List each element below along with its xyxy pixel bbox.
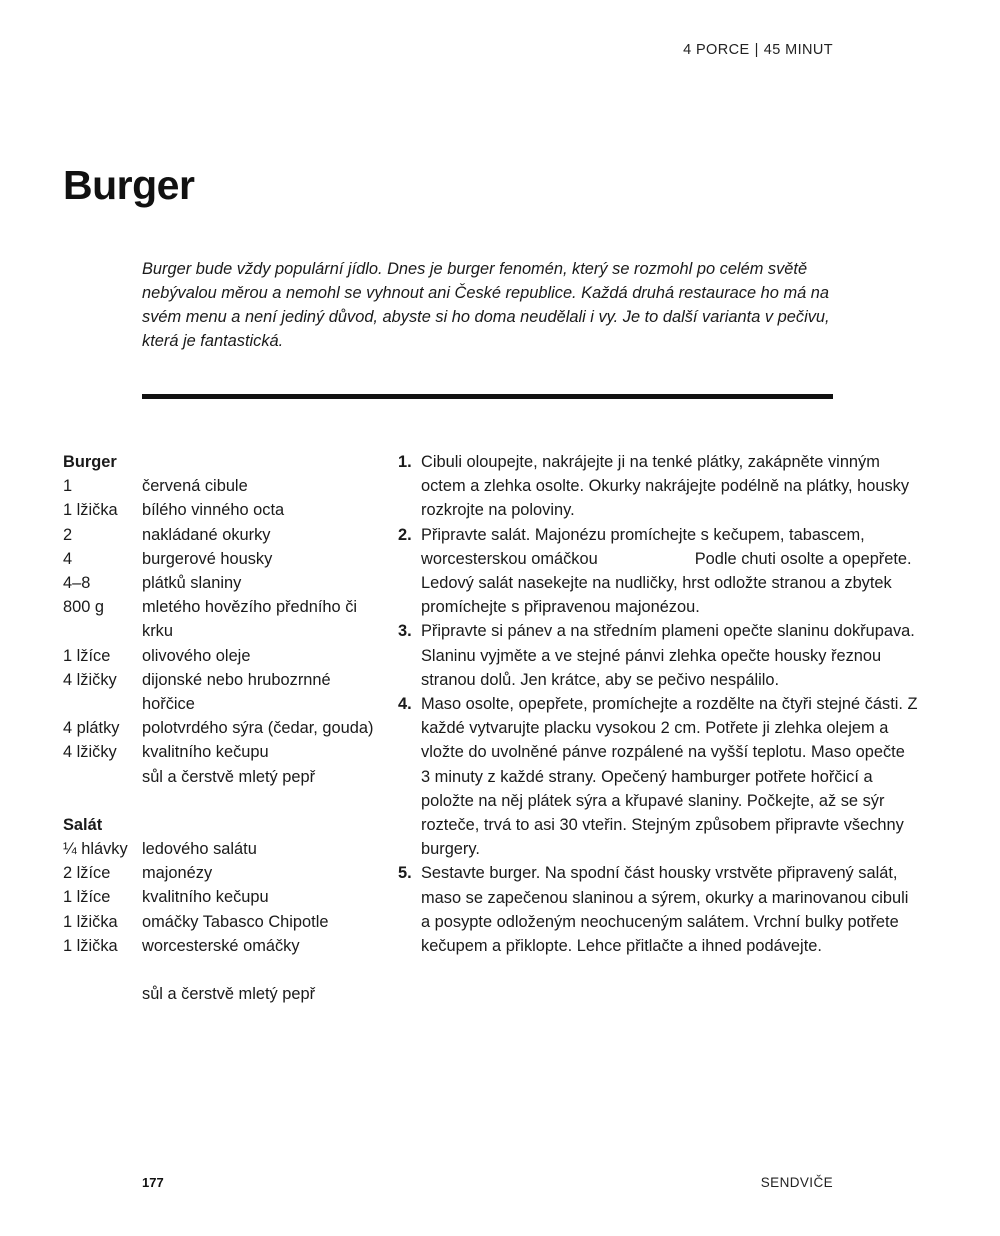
ingredient-row [63, 910, 383, 934]
step-text: Cibuli oloupejte, nakrájejte ji na tenké plátky, zakápněte vinným octem a zlehka osolte. Okurky nakrájejte podélně na plátky, housky rozkrojte na poloviny. [421, 453, 910, 520]
ingredient-qty: ¼ hlávky [63, 840, 128, 859]
ingredient-row [63, 498, 383, 522]
ingredient-name: nakládané okurky [142, 525, 271, 544]
ingredient-name: plátků slaniny [142, 574, 242, 593]
step-number: 5. [398, 864, 412, 883]
section-name: SENDVIČE [760, 1175, 833, 1190]
ingredient-row [63, 668, 383, 716]
ingredient-row [63, 716, 383, 740]
ingredient-name: sůl a čerstvě mletý pepř [142, 985, 316, 1004]
ingredient-row [63, 861, 383, 885]
ingredient-row [63, 885, 383, 909]
ingredient-qty: 1 [63, 477, 73, 496]
salad-ingredient-list [63, 837, 383, 1006]
ingredient-qty: 2 lžíce [63, 864, 111, 883]
ingredient-name: bílého vinného octa [142, 501, 285, 520]
ingredient-row [63, 765, 383, 789]
ingredient-qty: 1 lžíce [63, 646, 111, 665]
list-spacer [63, 958, 383, 982]
section-spacer [63, 789, 383, 813]
ingredient-qty: 4 lžičky [63, 743, 117, 762]
ingredient-qty: 4–8 [63, 574, 91, 593]
ingredient-qty: 1 lžíce [63, 888, 111, 907]
ingredient-name: kvalitního kečupu [142, 888, 269, 907]
ingredients-column [63, 450, 383, 1006]
method-step [398, 861, 918, 958]
ingredient-row [63, 982, 383, 1006]
ingredient-qty: 4 [63, 549, 73, 568]
method-step [398, 619, 918, 692]
divider-rule [142, 394, 833, 399]
ingredient-qty: 1 lžička [63, 936, 118, 955]
ingredient-row [63, 474, 383, 498]
ingredient-row [63, 523, 383, 547]
ingredient-name: sůl a čerstvě mletý pepř [142, 767, 316, 786]
method-steps [398, 450, 918, 958]
recipe-meta [683, 42, 833, 58]
method-step [398, 523, 918, 620]
ingredient-qty: 4 lžičky [63, 670, 117, 689]
ingredient-name: polotvrdého sýra (čedar, gouda) [142, 719, 374, 738]
step-text: Maso osolte, opepřete, promíchejte a rozdělte na čtyři stejné části. Z každé vytvarujte placku vysokou 2 cm. Potřete ji zlehka olejem a vložte do uvolněné pánve rozpálené na vyšší teplotu. Maso opečte 3 minuty z každé strany. Opečený hamburger potřete hořčicí a položte na něj plátek sýra a křupavé slaniny. Počkejte, až se sýr rozteče, trvá to asi 30 vteřin. Stejným způsobem připravte všechny burgery. [421, 695, 918, 859]
ingredient-row [63, 934, 383, 958]
ingredient-qty: 800 g [63, 598, 105, 617]
ingredient-name: kvalitního kečupu [142, 743, 269, 762]
ingredient-row [63, 644, 383, 668]
ingredient-qty: 4 plátky [63, 719, 120, 738]
step-text [421, 523, 918, 620]
step-text-part: Podle chuti osolte a opepřete. Ledový salát nasekejte na nudličky, hrst odložte stranou a zbytek promíchejte s připravenou majonézou. [421, 549, 912, 617]
ingredient-row [63, 837, 383, 861]
step-number: 2. [398, 525, 412, 544]
ingredient-name: omáčky Tabasco Chipotle [142, 912, 329, 931]
burger-ingredient-list [63, 474, 383, 789]
ingredient-qty [63, 982, 142, 1006]
ingredient-name: dijonské nebo hrubozrnné hořčice [142, 670, 331, 714]
step-text-part: Připravte salát. Majonézu promíchejte s kečupem, tabascem, worcesterskou omáčkou [421, 525, 865, 568]
ingredient-name: olivového oleje [142, 646, 251, 665]
step-number: 1. [398, 453, 412, 471]
meta-separator: | [754, 42, 759, 58]
section-title-burger: Burger [63, 453, 117, 471]
recipe-intro: Burger bude vždy populární jídlo. Dnes je burger fenomén, který se rozmohl po celém světě nebývalou měrou a nemohl se vyhnout ani České republice. Každá druhá restaurace ho má na svém menu a není jediný důvod, abyste si ho doma neudělali i vy. Je to další varianta v pečivu, která je fantastická. [142, 260, 830, 350]
method-step [398, 450, 918, 523]
ingredient-qty: 1 lžička [63, 912, 118, 931]
servings: 4 PORCE [683, 42, 750, 58]
ingredient-row [63, 595, 383, 643]
method-step [398, 692, 918, 861]
step-number: 4. [398, 695, 412, 714]
cook-time: 45 MINUT [763, 42, 833, 58]
ingredient-row [63, 571, 383, 595]
ingredient-qty: 2 [63, 525, 73, 544]
ingredient-row [63, 740, 383, 764]
ingredient-name: majonézy [142, 864, 213, 883]
section-title-salad: Salát [63, 815, 103, 834]
ingredient-name: worcesterské omáčky [142, 936, 300, 955]
ingredient-name: ledového salátu [142, 840, 257, 859]
ingredient-qty: 1 lžička [63, 501, 118, 520]
page-number: 177 [142, 1175, 164, 1190]
step-number: 3. [398, 622, 412, 641]
ingredient-name: červená cibule [142, 477, 248, 496]
ingredient-qty [63, 765, 142, 789]
recipe-title: Burger [63, 162, 195, 208]
step-text: Připravte si pánev a na středním plameni opečte slaninu dokřupava. Slaninu vyjměte a ve stejné pánvi zlehka opečte housky řeznou stranou dolů. Jen krátce, aby se pečivo nespálilo. [421, 622, 915, 689]
ingredient-row [63, 547, 383, 571]
step-text: Sestavte burger. Na spodní část housky vrstvěte připravený salát, maso se zapečenou slaninou a sýrem, okurky a marinovanou cibuli a posypte odloženým neochuceným salátem. Vrchní bulky potřete kečupem a přiklopte. Lehce přitlačte a ihned podávejte. [421, 864, 909, 956]
ingredient-name: burgerové housky [142, 549, 273, 568]
ingredient-name: mletého hovězího předního či krku [142, 598, 358, 641]
